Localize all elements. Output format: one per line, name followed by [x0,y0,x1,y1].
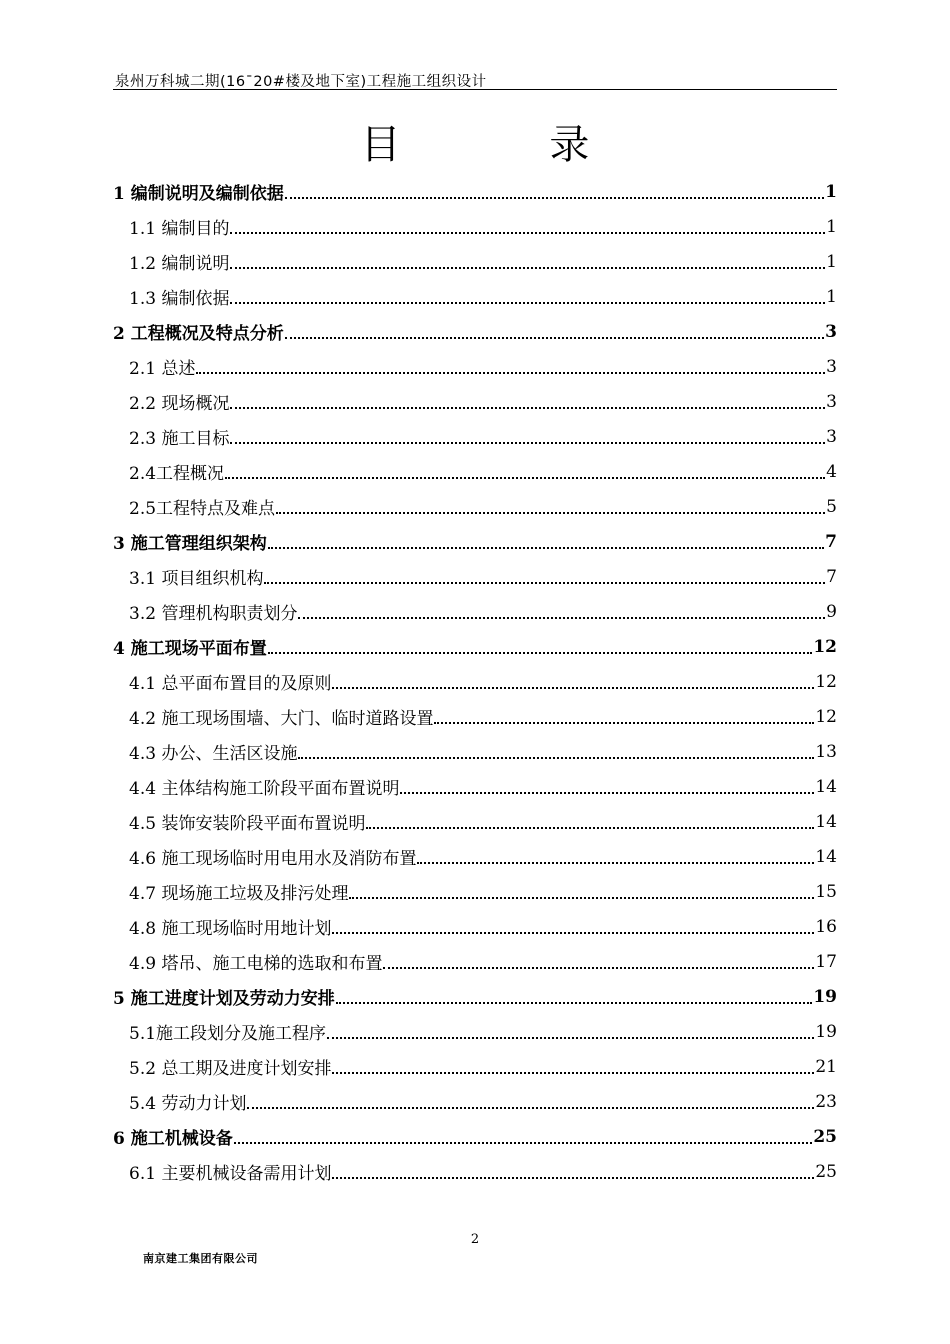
toc-entry-label: 6.1 主要机械设备需用计划 [129,1164,332,1184]
toc-entry-label: 3.1 项目组织机构 [129,569,264,589]
toc-subsection-entry[interactable] [113,209,837,244]
toc-subsection-entry[interactable] [113,699,837,734]
toc-entry-label: 5.2 总工期及进度计划安排 [129,1059,332,1079]
toc-entry-label: 4.6 施工现场临时用电用水及消防布置 [129,849,417,869]
toc-entry-label: 4.3 办公、生活区设施 [129,744,298,764]
toc-subsection-entry[interactable] [113,419,837,454]
toc-page-number: 7 [825,531,837,552]
toc-page-number: 25 [813,1126,837,1147]
toc-entry-label: 2.1 总述 [129,359,196,379]
toc-leader-dots [298,616,825,619]
toc-page-number: 13 [815,741,837,762]
toc-page-number: 14 [815,846,837,867]
toc-leader-dots [247,1106,814,1109]
toc-page-number: 7 [826,566,837,587]
toc-subsection-entry[interactable] [113,1014,837,1049]
toc-page-number: 17 [815,951,837,972]
toc-entry-label: 4.1 总平面布置目的及原则 [129,674,332,694]
toc-entry-label: 4.5 装饰安装阶段平面布置说明 [129,814,366,834]
toc-page-number: 12 [813,636,837,657]
toc-entry-label: 4.7 现场施工垃圾及排污处理 [129,884,349,904]
toc-page-number: 3 [825,321,837,342]
toc-page-number: 3 [826,391,837,412]
toc-entry-label: 1.1 编制目的 [129,219,230,239]
toc-subsection-entry[interactable] [113,384,837,419]
toc-leader-dots [234,1141,813,1144]
toc-entry-label: 1.2 编制说明 [129,254,230,274]
toc-subsection-entry[interactable] [113,244,837,279]
toc-page-number: 4 [826,461,837,482]
toc-leader-dots [366,826,814,829]
toc-subsection-entry[interactable] [113,594,837,629]
toc-leader-dots [230,406,825,409]
toc-leader-dots [400,791,814,794]
toc-entry-label: 1.3 编制依据 [129,289,230,309]
toc-leader-dots [336,1001,813,1004]
toc-section-entry[interactable] [113,524,837,559]
toc-entry-label: 1 编制说明及编制依据 [113,184,284,204]
toc-page-number: 16 [815,916,837,937]
toc-page-number: 1 [826,251,837,272]
toc-leader-dots [327,1036,814,1039]
toc-subsection-entry[interactable] [113,559,837,594]
toc-leader-dots [383,966,814,969]
toc-subsection-entry[interactable] [113,874,837,909]
toc-subsection-entry[interactable] [113,734,837,769]
toc-leader-dots [434,721,814,724]
toc-leader-dots [230,441,825,444]
toc-page-number: 3 [826,356,837,377]
toc-page-number: 14 [815,811,837,832]
toc-entry-label: 2.2 现场概况 [129,394,230,414]
toc-page-number: 12 [815,671,837,692]
toc-leader-dots [230,266,825,269]
toc-subsection-entry[interactable] [113,839,837,874]
toc-subsection-entry[interactable] [113,804,837,839]
toc-leader-dots [264,581,825,584]
toc-section-entry[interactable] [113,1119,837,1154]
toc-page-number: 12 [815,706,837,727]
toc-entry-label: 2.4工程概况 [129,464,225,484]
toc-subsection-entry[interactable] [113,454,837,489]
toc-page-number: 25 [815,1161,837,1182]
toc-entry-label: 2.3 施工目标 [129,429,230,449]
toc-leader-dots [276,511,825,514]
toc-leader-dots [196,371,825,374]
toc-subsection-entry[interactable] [113,944,837,979]
toc-section-entry[interactable] [113,979,837,1014]
toc-page-number: 1 [826,286,837,307]
toc-leader-dots [349,896,814,899]
toc-section-entry[interactable] [113,314,837,349]
toc-entry-label: 3.2 管理机构职责划分 [129,604,298,624]
toc-page-number: 14 [815,776,837,797]
toc-leader-dots [332,1176,814,1179]
toc-page-number: 5 [826,496,837,517]
toc-leader-dots [285,336,824,339]
toc-leader-dots [268,546,824,549]
toc-subsection-entry[interactable] [113,664,837,699]
toc-section-entry[interactable] [113,629,837,664]
toc-entry-label: 4.8 施工现场临时用地计划 [129,919,332,939]
toc-leader-dots [417,861,814,864]
toc-entry-label: 2.5工程特点及难点 [129,499,276,519]
page-title: 目 录 [360,122,658,168]
toc-entry-label: 3 施工管理组织架构 [113,534,267,554]
table-of-contents [113,174,837,1189]
header-rule [113,89,837,90]
toc-subsection-entry[interactable] [113,1084,837,1119]
toc-page-number: 1 [825,181,837,202]
toc-subsection-entry[interactable] [113,1154,837,1189]
toc-entry-label: 5.4 劳动力计划 [129,1094,247,1114]
toc-subsection-entry[interactable] [113,489,837,524]
toc-page-number: 3 [826,426,837,447]
toc-leader-dots [332,686,814,689]
toc-subsection-entry[interactable] [113,769,837,804]
toc-page-number: 15 [815,881,837,902]
toc-entry-label: 5 施工进度计划及劳动力安排 [113,989,335,1009]
toc-subsection-entry[interactable] [113,909,837,944]
toc-leader-dots [298,756,814,759]
footer-company: 南京建工集团有限公司 [143,1252,258,1265]
toc-leader-dots [230,231,825,234]
toc-leader-dots [332,1071,814,1074]
toc-page-number: 21 [815,1056,837,1077]
toc-page-number: 19 [813,986,837,1007]
toc-page-number: 23 [815,1091,837,1112]
toc-entry-label: 5.1施工段划分及施工程序 [129,1024,327,1044]
toc-entry-label: 4.9 塔吊、施工电梯的选取和布置 [129,954,383,974]
toc-page-number: 9 [826,601,837,622]
toc-leader-dots [225,476,825,479]
running-header: 泉州万科城二期(16¯20#楼及地下室)工程施工组织设计 [115,74,487,90]
toc-entry-label: 4 施工现场平面布置 [113,639,267,659]
toc-leader-dots [285,196,824,199]
toc-subsection-entry[interactable] [113,349,837,384]
toc-page-number: 19 [815,1021,837,1042]
toc-page-number: 1 [826,216,837,237]
toc-section-entry[interactable] [113,174,837,209]
toc-subsection-entry[interactable] [113,1049,837,1084]
page-number: 2 [470,1232,480,1247]
toc-entry-label: 2 工程概况及特点分析 [113,324,284,344]
toc-subsection-entry[interactable] [113,279,837,314]
toc-leader-dots [332,931,814,934]
toc-leader-dots [268,651,813,654]
toc-entry-label: 4.2 施工现场围墙、大门、临时道路设置 [129,709,434,729]
toc-entry-label: 6 施工机械设备 [113,1129,233,1149]
toc-entry-label: 4.4 主体结构施工阶段平面布置说明 [129,779,400,799]
toc-leader-dots [230,301,825,304]
